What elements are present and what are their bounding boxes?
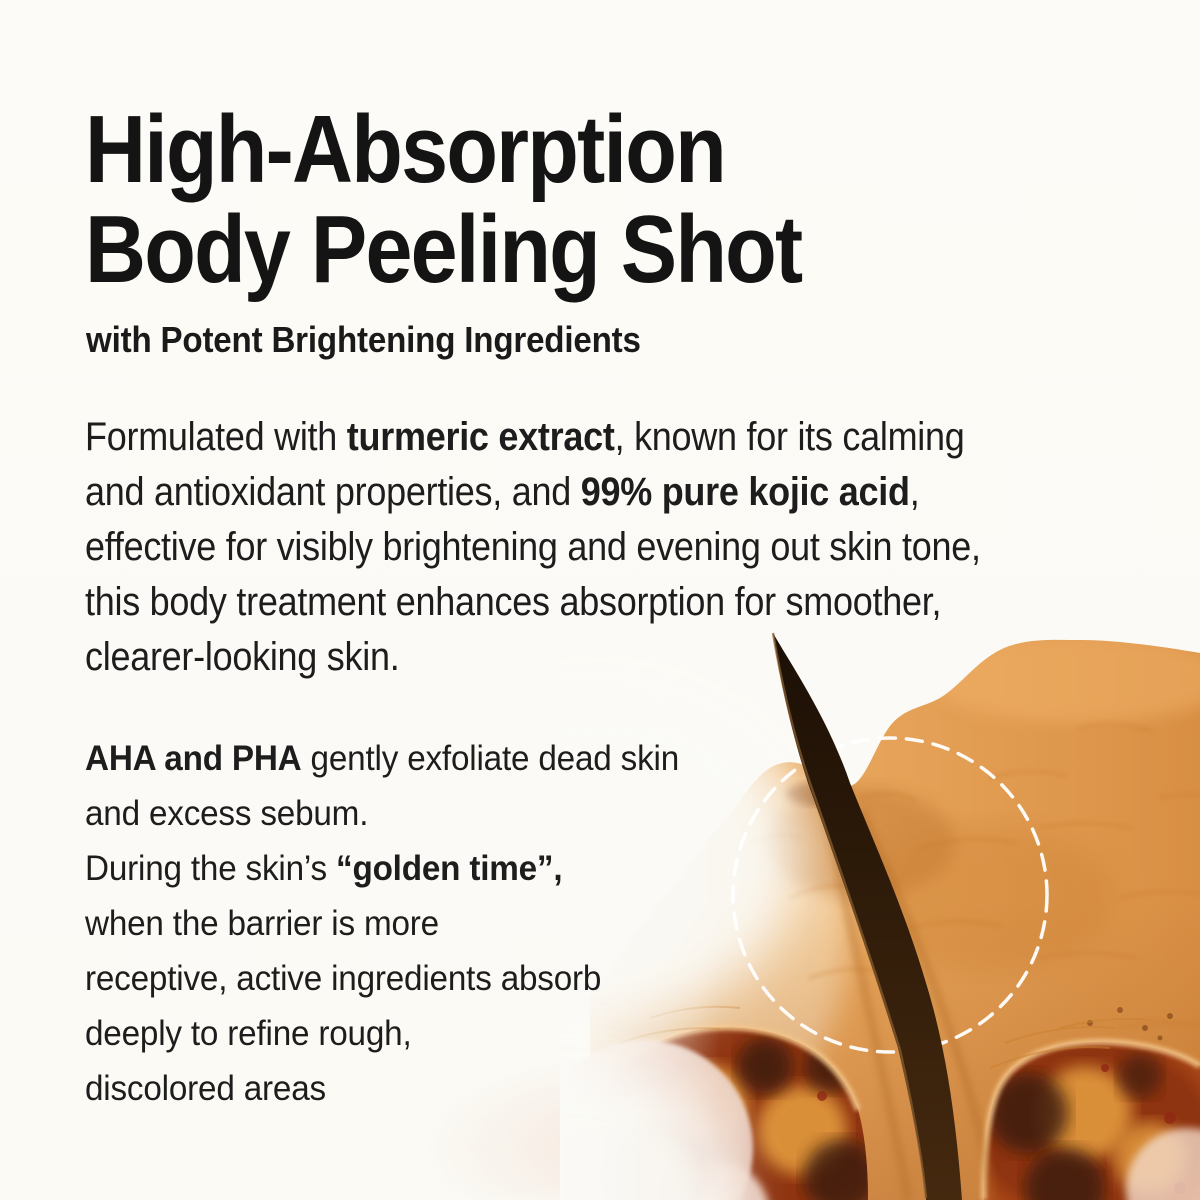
page-subtitle: with Potent Brightening Ingredients — [86, 319, 641, 360]
text-segment: and antioxidant properties, and — [85, 470, 581, 514]
text-line — [85, 1006, 679, 1061]
text-segment: During the skin’s — [85, 849, 337, 888]
body-paragraph-1 — [85, 410, 981, 685]
text-segment: deeply to refine rough, — [85, 1014, 412, 1053]
text-segment-bold: turmeric extract — [346, 415, 615, 459]
text-segment: discolored areas — [85, 1069, 326, 1108]
page-title — [85, 96, 802, 303]
text-line — [85, 630, 981, 685]
text-segment: and excess sebum. — [85, 794, 369, 833]
text-segment-bold: AHA and PHA — [85, 739, 302, 778]
text-segment: , known for its calming — [614, 415, 965, 459]
text-segment: when the barrier is more — [85, 904, 439, 943]
text-line — [85, 731, 679, 786]
text-segment: , — [909, 470, 920, 514]
text-line — [85, 465, 981, 520]
text-line — [85, 520, 981, 575]
text-line — [85, 951, 679, 1006]
text-segment: Formulated with — [85, 415, 347, 459]
body-paragraph-2 — [85, 731, 679, 1116]
title-line-2: Body Peeling Shot — [85, 196, 802, 303]
text-line — [85, 575, 981, 630]
text-segment: gently exfoliate dead skin — [301, 739, 680, 778]
text-segment: clearer-looking skin. — [85, 635, 400, 679]
text-segment: this body treatment enhances absorption for smoother, — [85, 580, 942, 624]
text-line — [85, 1061, 679, 1116]
text-segment-bold: “golden time”, — [336, 849, 563, 888]
text-segment: receptive, active ingredients absorb — [85, 959, 602, 998]
text-segment-bold: 99% pure kojic acid — [580, 470, 910, 514]
text-line — [85, 786, 679, 841]
text-segment: effective for visibly brightening and evening out skin tone, — [85, 525, 981, 569]
text-line — [85, 410, 981, 465]
title-line-1: High-Absorption — [85, 96, 725, 203]
text-line — [85, 841, 679, 896]
text-line — [85, 896, 679, 951]
